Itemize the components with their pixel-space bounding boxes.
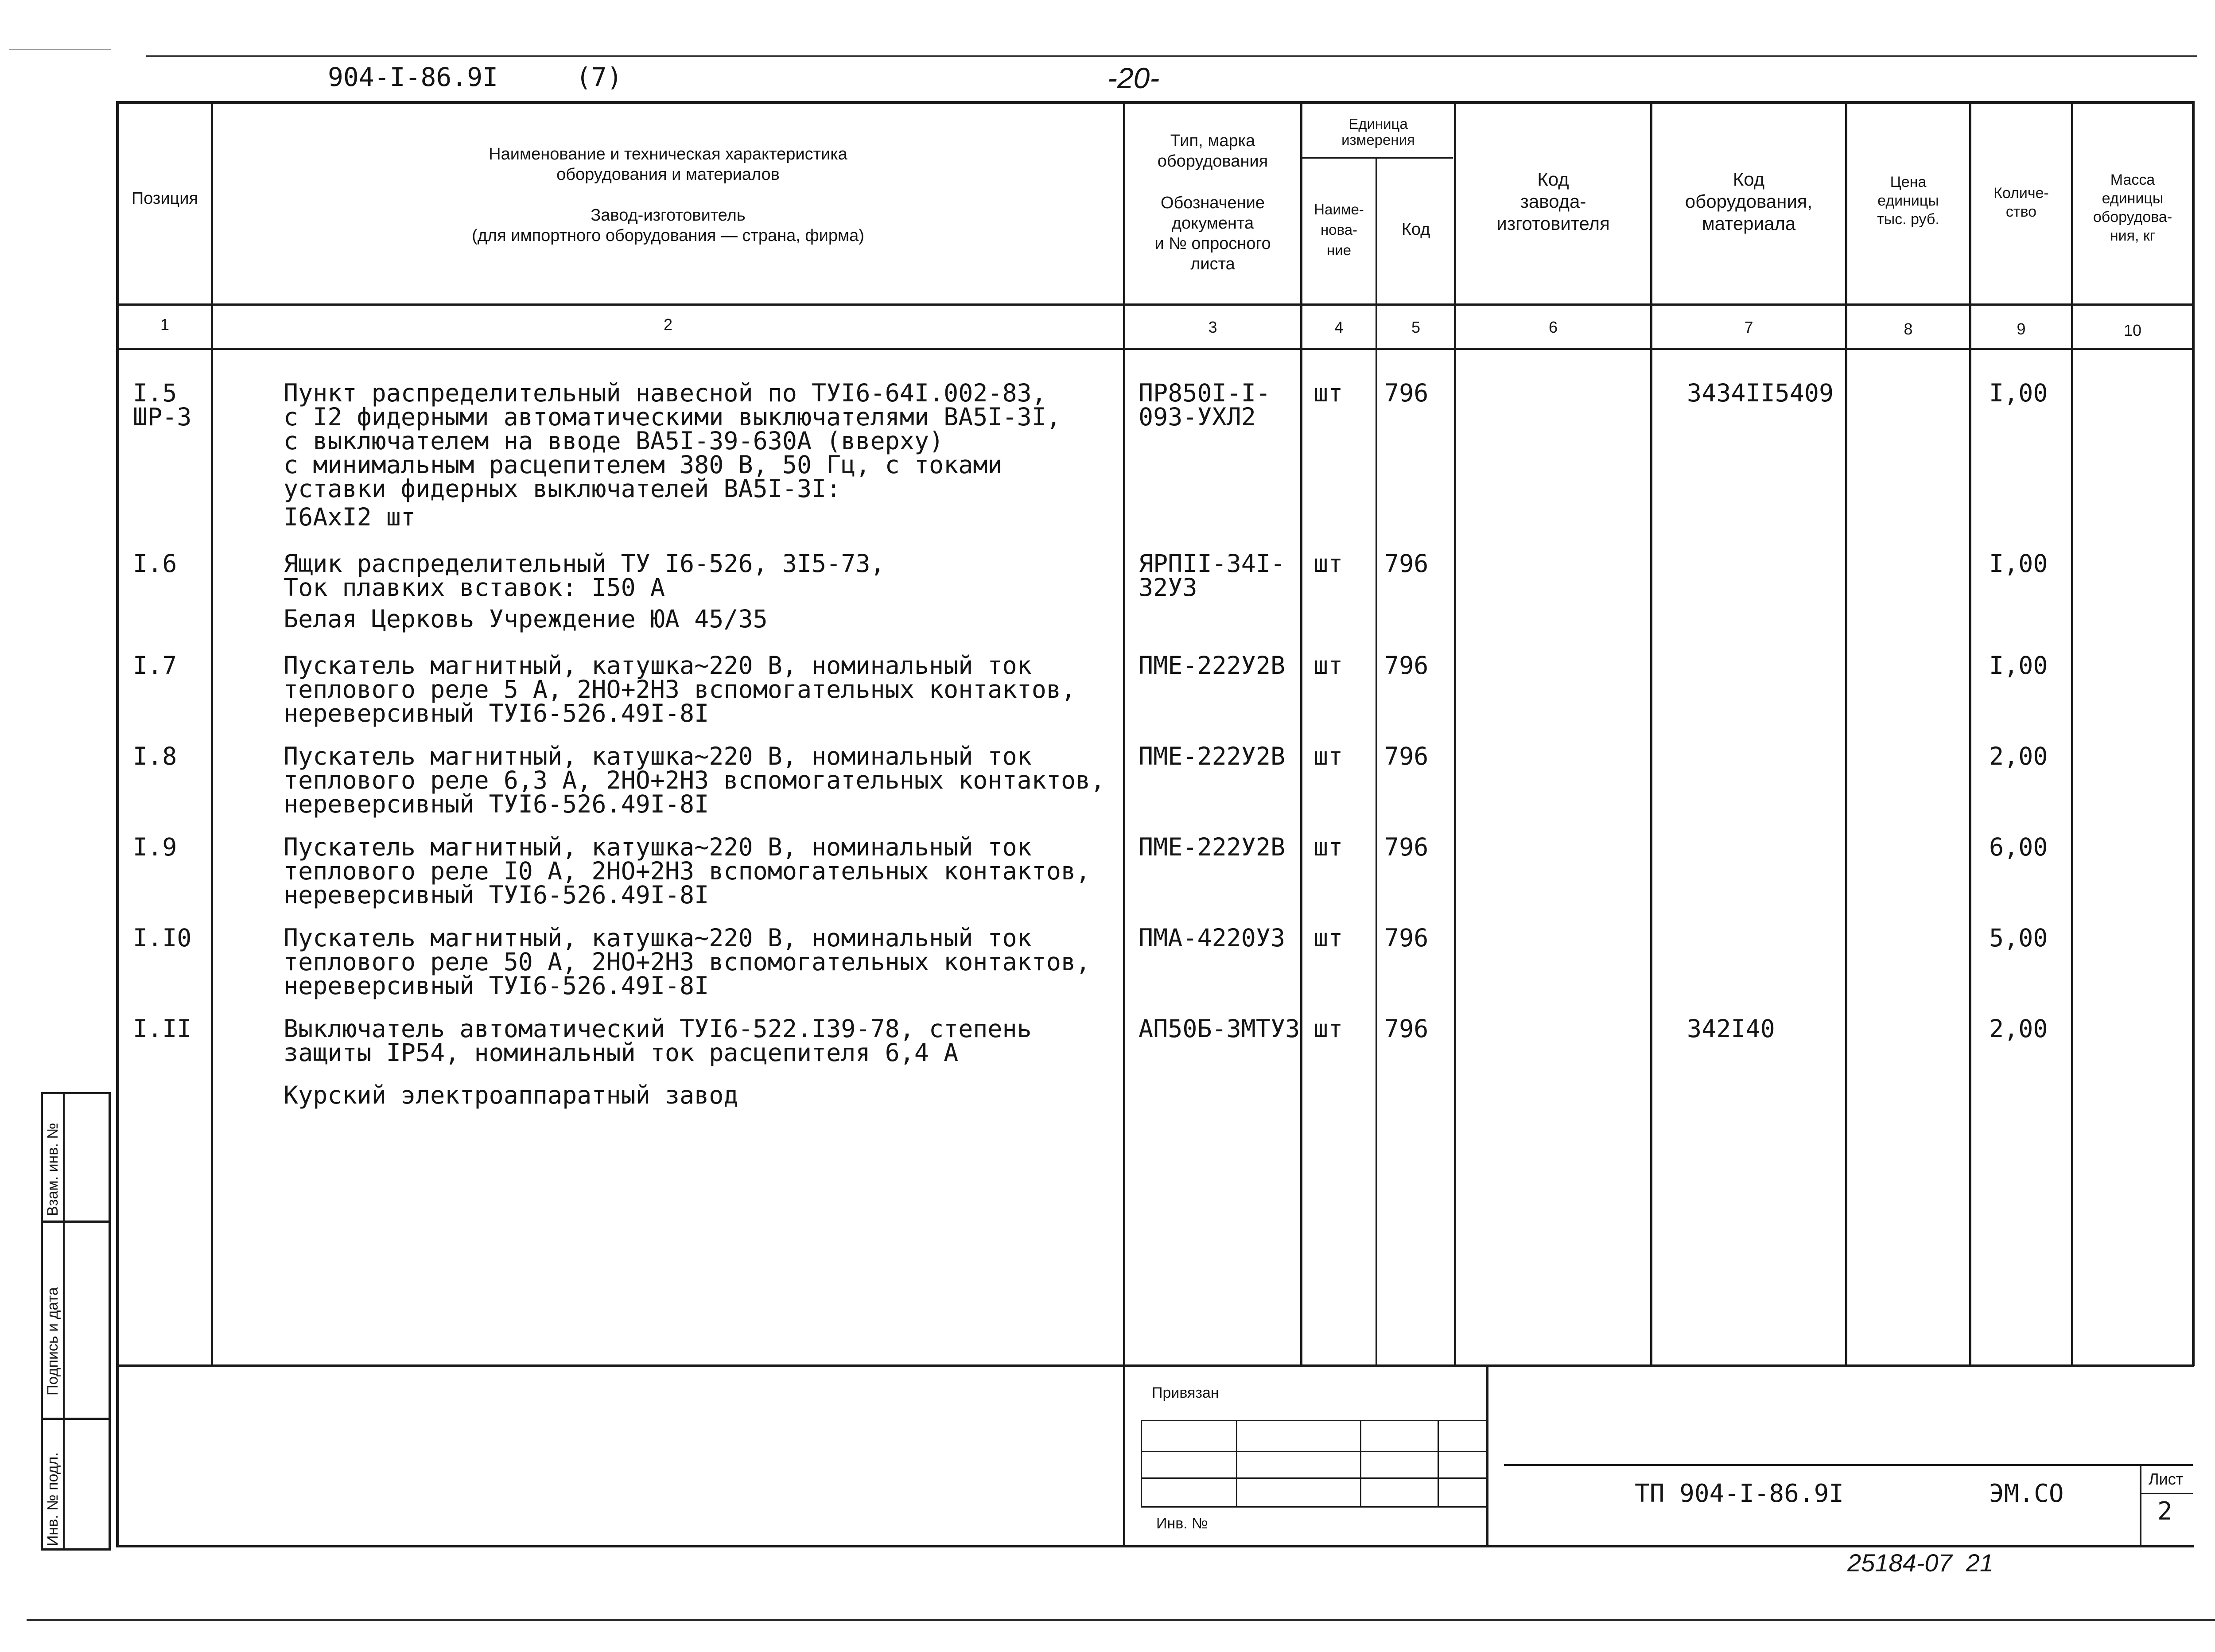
header-mass: Масса единицы оборудова- ния, кг (2093, 171, 2172, 244)
side-label-replace-inv: Взам. инв. № (44, 1123, 61, 1216)
header-unit-code: Код (1401, 220, 1430, 239)
row-name: Ящик распределительный ТУ I6-526, 3I5-73, Ток плавких вставок: I50 А (284, 549, 885, 602)
colnum-1: 1 (160, 315, 170, 334)
inv-no-label: Инв. № (1156, 1515, 1208, 1532)
table-bottom-line (116, 1364, 2194, 1367)
col-line-5 (1454, 101, 1456, 1366)
col-line-4 (1376, 157, 1377, 1366)
row-unit: шт (1313, 1015, 1343, 1043)
row-code: 796 (1384, 833, 1429, 861)
col-line-8 (1969, 101, 1971, 1366)
row-quantity: I,00 (1989, 651, 2048, 680)
row-quantity: I,00 (1989, 379, 2048, 407)
margin-stamp-frame-top (41, 1092, 111, 1094)
sheet-number: 2 (2157, 1497, 2172, 1526)
row-type: ПМЕ-222У2В (1139, 833, 1286, 861)
row-name: Пускатель магнитный, катушка~220 В, номинальный ток теплового реле I0 А, 2НО+2НЗ вспомогательных контактов, нереверсивный ТУI6-526.49I-8I (284, 833, 1091, 909)
margin-stamp-div-2 (41, 1418, 111, 1420)
colnum-6: 6 (1548, 318, 1558, 336)
col-line-6 (1650, 101, 1652, 1366)
row-name: Пускатель магнитный, катушка~220 В, номинальный ток теплового реле 6,3 А, 2НО+2НЗ вспомогательных контактов, нереверсивный ТУI6-526.49I-8I (284, 742, 1105, 818)
title-doc-top (1504, 1464, 2193, 1466)
row-quantity: I,00 (1989, 549, 2048, 578)
row-extra: Белая Церковь Учреждение ЮА 45/35 (284, 605, 768, 633)
title-block-bottom (116, 1545, 2194, 1547)
row-position: I.8 (133, 742, 177, 770)
row-unit: шт (1313, 833, 1343, 861)
table-right-line (2192, 101, 2195, 1366)
row-equipment-code: 3434II5409 (1687, 379, 1834, 407)
row-extra: Курский электроаппаратный завод (284, 1081, 738, 1109)
col-line-3 (1300, 101, 1302, 1366)
colnum-10: 10 (2123, 321, 2142, 339)
row-quantity: 2,00 (1989, 1015, 2048, 1043)
attach-grid-vert-2 (1360, 1420, 1361, 1506)
header-document: Обозначение документа и № опросного листа (1154, 194, 1271, 273)
row-code: 796 (1384, 1015, 1429, 1043)
row-position: I.I0 (133, 924, 192, 952)
row-code: 796 (1384, 549, 1429, 578)
attached-label: Привязан (1152, 1384, 1219, 1401)
row-type: АП50Б-3МТУ3 (1139, 1015, 1300, 1043)
title-doc-code: ТП 904-I-86.9I (1635, 1479, 1844, 1508)
header-unit-name: Наиме- нова- ние (1314, 201, 1364, 258)
row-position: I.7 (133, 651, 177, 680)
side-label-sign-date: Подпись и дата (44, 1287, 61, 1395)
header-factory-code: Код завода- изготовителя (1496, 169, 1610, 234)
row-type: ПМЕ-222У2В (1139, 651, 1286, 680)
row-position: I.9 (133, 833, 177, 861)
header-equipment-code: Код оборудования, материала (1685, 169, 1813, 234)
attach-grid-row1 (1141, 1451, 1486, 1452)
row-position: I.5 ШР-3 (133, 379, 192, 431)
colnum-2: 2 (663, 315, 673, 334)
row-type: ЯРПII-34I- 32У3 (1139, 549, 1286, 602)
colnum-9: 9 (2017, 320, 2026, 338)
page-number: -20- (1108, 62, 1160, 94)
title-block-attach-right (1486, 1367, 1488, 1547)
attach-grid-vert-1 (1236, 1420, 1237, 1506)
header-position: Позиция (131, 189, 198, 208)
row-quantity: 6,00 (1989, 833, 2048, 861)
row-name: Пускатель магнитный, катушка~220 В, номинальный ток теплового реле 50 А, 2НО+2НЗ вспомогательных контактов, нереверсивный ТУI6-526.49I-8I (284, 924, 1091, 1000)
row-unit: шт (1313, 651, 1343, 680)
attach-grid-left (1141, 1420, 1142, 1506)
colnum-5: 5 (1411, 318, 1421, 336)
table-top-line (116, 101, 2194, 104)
side-label-orig-inv: Инв. № подл. (44, 1452, 61, 1546)
header-divider (116, 303, 2194, 306)
header-unit-group: Единица измерения (1341, 116, 1415, 148)
margin-stamp-frame-bottom (41, 1548, 111, 1551)
sheet-label: Лист (2149, 1470, 2184, 1488)
row-name: Пункт распределительный навесной по ТУI6-64I.002-83, с I2 фидерными автоматическими выключателями ВА5I-3I, с выключателем на вводе ВА5I-39-630А (вверху) с минимальным расцепителем 380 В, 50 Гц, с токами уставки фидерных выключателей ВА5I-3I: (284, 379, 1061, 503)
unit-group-divider (1302, 157, 1453, 159)
bottom-stamp: 25184-07 21 (1847, 1549, 1994, 1577)
margin-stamp-frame-right (109, 1094, 111, 1551)
header-type: Тип, марка оборудования (1157, 132, 1268, 171)
attach-grid-row2 (1141, 1477, 1486, 1479)
margin-stamp-frame-left (41, 1094, 43, 1551)
doc-code: 904-I-86.9I (328, 62, 498, 92)
row-extra: I6АхI2 шт (284, 503, 416, 531)
row-type: ПМЕ-222У2В (1139, 742, 1286, 770)
margin-stamp-inner-line (63, 1094, 65, 1551)
row-name: Выключатель автоматический ТУI6-522.I39-78, степень защиты IP54, номинальный ток расцепителя 6,4 А (284, 1015, 1032, 1067)
header-quantity: Количе- ство (1994, 185, 2049, 220)
row-equipment-code: 342I40 (1687, 1015, 1775, 1043)
copy-mark: (7) (576, 62, 622, 92)
colnum-7: 7 (1744, 318, 1753, 336)
row-name: Пускатель магнитный, катушка~220 В, номинальный ток теплового реле 5 А, 2НО+2НЗ вспомогательных контактов, нереверсивный ТУI6-526.49I-8I (284, 651, 1076, 727)
attach-grid-vert-3 (1438, 1420, 1439, 1506)
attach-grid-top (1141, 1420, 1486, 1421)
row-code: 796 (1384, 379, 1429, 407)
attach-grid-row3 (1141, 1506, 1486, 1508)
page-bottom-line (27, 1619, 2215, 1621)
sheet-box-divider (2140, 1493, 2193, 1494)
row-code: 796 (1384, 924, 1429, 952)
header-price: Цена единицы тыс. руб. (1877, 174, 1939, 228)
row-unit: шт (1313, 924, 1343, 952)
sheet-box-left (2140, 1464, 2141, 1546)
row-quantity: 5,00 (1989, 924, 2048, 952)
colnum-8: 8 (1904, 320, 1913, 338)
row-position: I.II (133, 1015, 192, 1043)
row-position: I.6 (133, 549, 177, 578)
row-code: 796 (1384, 742, 1429, 770)
top-border-line (146, 55, 2197, 57)
col-line-1 (211, 101, 213, 1366)
col-line-9 (2071, 101, 2073, 1366)
header-name: Наименование и техническая характеристика оборудования и материалов Завод-изготовитель (для импортного оборудования — страна, фирма) (472, 145, 864, 245)
colnum-4: 4 (1334, 318, 1344, 336)
row-unit: шт (1313, 379, 1343, 407)
row-unit: шт (1313, 742, 1343, 770)
row-type: ПР850I-I- 093-УХЛ2 (1139, 379, 1271, 431)
col-line-7 (1845, 101, 1847, 1366)
margin-stamp-div-1 (41, 1221, 111, 1223)
numbers-divider (116, 348, 2194, 350)
row-quantity: 2,00 (1989, 742, 2048, 770)
scan-artifact-line (9, 49, 111, 50)
row-code: 796 (1384, 651, 1429, 680)
row-type: ПМА-4220У3 (1139, 924, 1286, 952)
title-doc-mark: ЭМ.СО (1989, 1479, 2064, 1508)
colnum-3: 3 (1208, 318, 1217, 336)
row-unit: шт (1313, 549, 1343, 578)
